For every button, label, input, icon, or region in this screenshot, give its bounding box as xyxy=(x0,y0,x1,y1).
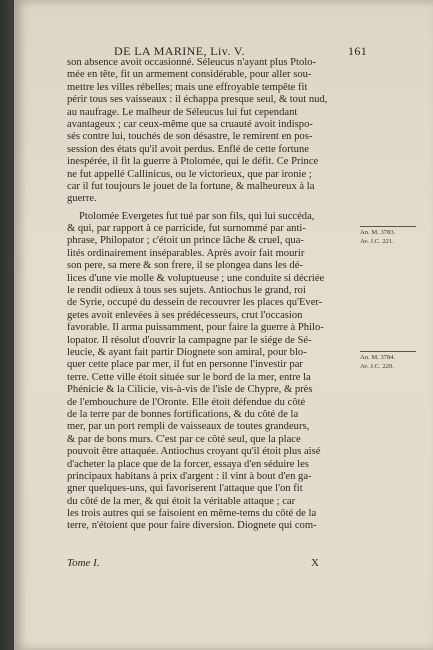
paragraph xyxy=(67,57,367,206)
text-line: pouvoit être attaquée. Antiochus croyant qu'il étoit plus aisé xyxy=(67,446,321,458)
text-line: avantageux ; car ceux-même que sa cruauté avoit indispo- xyxy=(67,118,313,130)
paragraph xyxy=(67,211,367,533)
text-line: mettre les villes rébelles; mais une effroyable tempête fit xyxy=(67,81,308,93)
text-line: au naufrage. Le malheur de Séleucus lui fut cependant xyxy=(67,106,298,118)
text-line: & qui, par rapport à ce parricide, fut surnommé par anti- xyxy=(67,223,306,235)
text-line: ne fut appellé Callinicus, ou le victorieux, que par ironie ; xyxy=(67,168,312,180)
text-line: le rendit odieux à tous ses sujets. Antiochus le grand, roi xyxy=(67,285,306,297)
text-line: sés contre lui, touchés de son désastre, le remirent en pos- xyxy=(67,131,313,143)
text-line: terre, n'étoient que pour faire diversion. Diognete qui com- xyxy=(67,520,317,532)
margin-note-line: An. M. 3784. xyxy=(360,354,396,361)
margin-note-line: An. M. 3783. xyxy=(360,229,396,236)
text-line: périr tous ses vaisseaux : il échappa presque seul, & tout nud, xyxy=(67,94,328,106)
text-line: Ptolomée Evergetes fut tué par son fils, qui lui succéda, xyxy=(79,210,315,222)
text-line: & par de bons murs. C'est par ce côté seul, que la place xyxy=(67,433,301,445)
text-line: de la terre par de bonnes fortifications, & du côté de la xyxy=(67,408,299,420)
text-line: du côté de la mer, & qui étoit la véritable attaque ; car xyxy=(67,495,296,507)
text-line: inespérée, il fit la guerre à Ptolomée, qui le défit. Ce Prince xyxy=(67,156,319,168)
volume-label: Tome I. xyxy=(67,557,100,569)
text-line: favorable. Il arma puissamment, pour faire la guerre à Philo- xyxy=(67,322,324,334)
text-line: session des états qu'il avoit perdus. Enflé de cette fortune xyxy=(67,143,309,155)
body-text xyxy=(67,57,367,533)
text-line: lopator. Il résolut d'ouvrir la campagne par le siége de Sé- xyxy=(67,334,312,346)
text-line: de Syrie, occupé du dessein de recouvrer les places qu'Ever- xyxy=(67,297,323,309)
text-line: quer cette place par mer, il fut en personne l'investir par xyxy=(67,359,303,371)
text-line: lices d'une vie molle & voluptueuse ; une conduite si décriée xyxy=(67,272,325,284)
text-line: de l'embouchure de l'Oronte. Elle étoit défendue du côté xyxy=(67,396,306,408)
text-line: principaux habitans à prix d'argent : il vint à bout d'en ga- xyxy=(67,470,312,482)
text-line: les trois autres qui se faisoient en même-tems du côté de la xyxy=(67,508,317,520)
text-line: gner quelques-uns, qui favoriserent l'attaque que l'on fit xyxy=(67,483,303,495)
text-line: car il fut toujours le jouet de la fortune, & malheureux à la xyxy=(67,180,315,192)
text-line: lités ordinairement inséparables. Après avoir fait mourir xyxy=(67,247,305,259)
text-line: Phénicie & la Cilicie, vis-à-vis de l'isle de Chypre, & près xyxy=(67,384,313,396)
text-line: mée en tête, fit un armement considérable, pour aller sou- xyxy=(67,69,312,81)
margin-note-1 xyxy=(360,226,418,246)
text-line: terre. Cette ville étoit située sur le bord de la mer, entre la xyxy=(67,371,311,383)
margin-note-2 xyxy=(360,351,418,371)
text-line: guerre. xyxy=(67,193,97,205)
margin-note-line: Av. J.C. 221. xyxy=(360,237,394,245)
text-line: getes avoit enlevées à ses prédécesseurs, crut l'occasion xyxy=(67,309,303,321)
text-line: son absence avoit occasionné. Séleucus n'ayant plus Ptolo- xyxy=(67,57,317,68)
margin-note-rule xyxy=(360,351,416,352)
text-line: son pere, sa mere & son frere, il se plongea dans les dé- xyxy=(67,260,303,272)
signature-mark: X xyxy=(311,557,319,569)
text-line: d'acheter la place que de la forcer, essaya d'en séduire les xyxy=(67,458,309,470)
text-line: phrase, Philopator ; c'étoit un prince lâche & cruel, qua- xyxy=(67,235,304,247)
text-line: leucie, & ayant fait partir Diognete son amiral, pour blo- xyxy=(67,346,307,358)
margin-note-rule xyxy=(360,226,416,227)
text-line: mer, par un port rempli de vaisseaux de toutes grandeurs, xyxy=(67,421,310,433)
page-footer xyxy=(67,557,367,571)
page-number: 161 xyxy=(348,44,368,58)
running-head-title: DE LA MARINE, Liv. V. xyxy=(114,44,245,58)
running-head xyxy=(104,44,424,58)
margin-note-line: Av. J.C. 220. xyxy=(360,362,394,370)
